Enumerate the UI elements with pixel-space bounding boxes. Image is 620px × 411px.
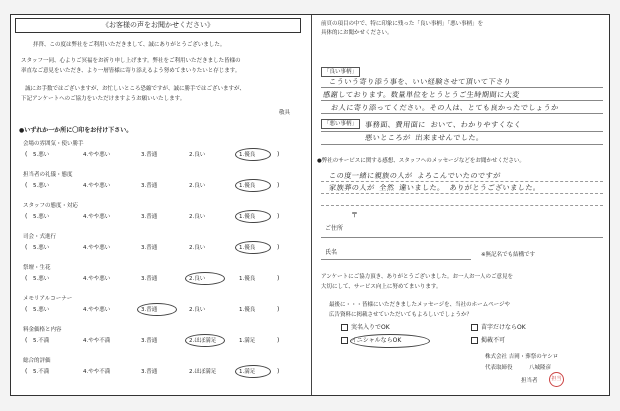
rating-option[interactable]: 1.満足 bbox=[239, 369, 256, 375]
rating-option[interactable]: 5.悪い bbox=[33, 245, 50, 251]
rating-option[interactable]: 4.やや悪い bbox=[83, 183, 111, 189]
rating-option[interactable]: 4.やや悪い bbox=[83, 245, 111, 251]
intro-line-4: 誠にお手数ではございますが、お忙しいところ恐縮ですが、誠に勝手ではございますが、 bbox=[25, 86, 246, 92]
rating-option[interactable]: 4.やや悪い bbox=[83, 307, 111, 313]
intro-line-2: スタッフ一同、心よりご冥福をお祈り申し上げます。弊社をご利用いただきました皆様の bbox=[21, 58, 241, 64]
rating-option[interactable]: 5.悪い bbox=[33, 307, 50, 313]
question-label: 料金価格と内容 bbox=[23, 327, 62, 333]
bad-rule-2 bbox=[321, 144, 603, 145]
rating-bracket-close: ) bbox=[277, 306, 280, 313]
good-text-2: 感謝しております。数量単位をとうとうご生時期間に大変 bbox=[322, 90, 521, 99]
address-rule bbox=[321, 237, 603, 238]
service-rule-3 bbox=[321, 205, 603, 206]
thanks-line-1: アンケートにご協力頂き、ありがとうございました。お一人お一人のご意見を bbox=[321, 274, 513, 280]
checkbox-no-publish[interactable] bbox=[471, 337, 478, 344]
rating-option[interactable]: 4.やや悪い bbox=[83, 214, 111, 220]
name-label: 氏名 bbox=[325, 249, 338, 256]
question-label: 司会・式進行 bbox=[23, 234, 57, 240]
rating-option[interactable]: 3.普通 bbox=[141, 183, 158, 189]
rating-option[interactable]: 1.優良 bbox=[239, 152, 256, 158]
anonymous-note: ※無記名でも結構です bbox=[481, 252, 536, 258]
intro-line-5: 下記アンケートへのご協力をいただけますようお願いいたします。 bbox=[21, 96, 186, 102]
publish-question-2: 広告資料に掲載させていただいてもよろしいでしょうか？ bbox=[329, 312, 473, 318]
rating-option[interactable]: 3.普通 bbox=[141, 307, 158, 313]
rating-option[interactable]: 4.やや不満 bbox=[83, 338, 111, 344]
option-real-name[interactable]: 実名入りでOK bbox=[341, 324, 390, 332]
good-rule-3 bbox=[321, 113, 603, 114]
good-rule-2 bbox=[321, 100, 603, 101]
rating-option[interactable]: 2.ほぼ満足 bbox=[189, 338, 217, 344]
bad-points-label: 「悪い事柄」 bbox=[321, 119, 360, 129]
bad-text-2: 悪いところが 出来ませんでした。 bbox=[364, 133, 485, 142]
survey-sheet bbox=[10, 14, 610, 396]
rating-bracket-open: ( bbox=[25, 306, 28, 313]
service-rule-2 bbox=[321, 193, 603, 194]
page-divider bbox=[311, 15, 312, 395]
rating-option[interactable]: 1.満足 bbox=[239, 338, 256, 344]
rating-bracket-close: ) bbox=[277, 151, 280, 158]
staff-stamp: 担当 bbox=[549, 372, 564, 387]
question-label: 会場の雰囲気・使い勝手 bbox=[23, 141, 84, 147]
rating-option[interactable]: 2.良い bbox=[189, 183, 206, 189]
rating-bracket-close: ) bbox=[277, 275, 280, 282]
rating-bracket-open: ( bbox=[25, 151, 28, 158]
impressions-prompt-2: 具体的にお聞かせください。 bbox=[321, 30, 393, 36]
rating-option[interactable]: 3.普通 bbox=[141, 152, 158, 158]
address-label: ご住所 bbox=[325, 225, 344, 232]
question-label: メモリアルコーナー bbox=[23, 296, 73, 302]
postal-mark: 〒 bbox=[351, 211, 358, 219]
rating-bracket-open: ( bbox=[25, 275, 28, 282]
selected-rating-circle bbox=[137, 303, 177, 316]
rating-option[interactable]: 1.優良 bbox=[239, 307, 256, 313]
rating-option[interactable]: 2.良い bbox=[189, 307, 206, 313]
good-rule-1 bbox=[321, 87, 603, 88]
good-points-label: 「良い事柄」 bbox=[321, 67, 360, 77]
question-label: スタッフの態度・対応 bbox=[23, 203, 79, 209]
rating-option[interactable]: 5.悪い bbox=[33, 276, 50, 282]
rating-bracket-open: ( bbox=[25, 337, 28, 344]
selected-rating-circle bbox=[235, 148, 271, 161]
bad-text-1: 事務面、費用面に おいて、わかりやすくなく bbox=[364, 120, 522, 129]
intro-line-3: 率直なご意見をいただき、より一層皆様に寄り添えるよう努めてまいりたいと存じます。 bbox=[21, 68, 241, 74]
good-text-3: お人に寄り添ってください。その人は、とても良かったでしょうか bbox=[330, 103, 560, 112]
rating-bracket-close: ) bbox=[277, 337, 280, 344]
rating-option[interactable]: 2.良い bbox=[189, 152, 206, 158]
impressions-prompt-1: 前頁の項目の中で、特に印象に残った「良い事柄」「悪い事柄」を bbox=[321, 21, 484, 27]
rating-option[interactable]: 1.優良 bbox=[239, 245, 256, 251]
good-text-1: こういう寄り添う事を、いい経験させて頂いて下さり bbox=[328, 77, 512, 86]
option-initials[interactable]: イニシャルならOK bbox=[341, 337, 401, 345]
rating-option[interactable]: 3.普通 bbox=[141, 276, 158, 282]
intro-line-1: 拝啓、この度は弊社をご利用いただきまして、誠にありがとうございました。 bbox=[33, 42, 226, 48]
name-rule bbox=[321, 259, 471, 260]
rating-option[interactable]: 1.優良 bbox=[239, 276, 256, 282]
checkbox-surname[interactable] bbox=[471, 324, 478, 331]
staff-label: 担当者 bbox=[521, 378, 538, 384]
selected-rating-circle bbox=[185, 334, 225, 347]
rating-option[interactable]: 1.優良 bbox=[239, 214, 256, 220]
selected-rating-circle bbox=[235, 241, 271, 254]
rating-bracket-close: ) bbox=[277, 244, 280, 251]
rating-option[interactable]: 5.不満 bbox=[33, 338, 50, 344]
rating-bracket-close: ) bbox=[277, 368, 280, 375]
rating-option[interactable]: 5.悪い bbox=[33, 214, 50, 220]
rating-bracket-close: ) bbox=[277, 213, 280, 220]
rating-option[interactable]: 5.悪い bbox=[33, 183, 50, 189]
checkbox-initials[interactable] bbox=[341, 337, 348, 344]
rating-option[interactable]: 2.良い bbox=[189, 276, 206, 282]
selected-rating-circle bbox=[235, 179, 271, 192]
rating-option[interactable]: 3.普通 bbox=[141, 338, 158, 344]
rating-bracket-open: ( bbox=[25, 182, 28, 189]
service-rule-1 bbox=[321, 181, 603, 182]
selected-rating-circle bbox=[235, 210, 271, 223]
rating-option[interactable]: 3.普通 bbox=[141, 369, 158, 375]
rating-bracket-close: ) bbox=[277, 182, 280, 189]
question-label: 総合的評価 bbox=[23, 358, 51, 364]
selected-rating-circle bbox=[235, 365, 271, 378]
rating-option[interactable]: 4.やや悪い bbox=[83, 152, 111, 158]
rating-option[interactable]: 3.普通 bbox=[141, 245, 158, 251]
option-surname[interactable]: 苗字だけならOK bbox=[471, 324, 526, 332]
rating-option[interactable]: 1.優良 bbox=[239, 183, 256, 189]
rating-bracket-open: ( bbox=[25, 368, 28, 375]
question-label: 担当者の礼儀・態度 bbox=[23, 172, 73, 178]
service-prompt: ●弊社のサービスに関する感想、スタッフへのメッセージなどをお聞かせください。 bbox=[317, 158, 525, 164]
rating-option[interactable]: 3.普通 bbox=[141, 214, 158, 220]
option-no-publish[interactable]: 掲載不可 bbox=[471, 337, 505, 345]
service-text-2: 家族葬の人が 全然 違いました。 ありがとうございました。 bbox=[328, 183, 541, 192]
survey-header: 《お客様の声をお聞かせください》 bbox=[15, 18, 301, 33]
question-label: 祭壇・生花 bbox=[23, 265, 51, 271]
rating-option[interactable]: 2.良い bbox=[189, 214, 206, 220]
rating-option[interactable]: 2.良い bbox=[189, 245, 206, 251]
publish-question-1: 最後に・・・皆様にいただきましたメッセージを、当社のホームページや bbox=[329, 302, 511, 308]
rating-bracket-open: ( bbox=[25, 244, 28, 251]
rating-bracket-open: ( bbox=[25, 213, 28, 220]
rating-option[interactable]: 4.やや悪い bbox=[83, 276, 111, 282]
representative-name: 八城隆彦 bbox=[529, 365, 552, 371]
rating-option[interactable]: 2.ほぼ満足 bbox=[189, 369, 217, 375]
representative-label: 代表取締役 bbox=[485, 365, 513, 371]
selected-option-circle bbox=[350, 334, 430, 348]
checkbox-real-name[interactable] bbox=[341, 324, 348, 331]
rating-instruction: ●いずれか一か所に〇印をお付け下さい。 bbox=[19, 127, 133, 134]
rating-option[interactable]: 5.不満 bbox=[33, 369, 50, 375]
thanks-line-2: 大切にして、サービス向上に努めてまいります。 bbox=[321, 284, 442, 290]
rating-option[interactable]: 5.悪い bbox=[33, 152, 50, 158]
bad-rule-1 bbox=[321, 131, 603, 132]
rating-option[interactable]: 4.やや不満 bbox=[83, 369, 111, 375]
selected-rating-circle bbox=[185, 272, 225, 285]
service-text-1: この度一緒に親族の人が よろこんでいたのですが bbox=[328, 171, 502, 180]
company-name: 株式会社 吉岡・葬祭のヤシロ bbox=[485, 354, 559, 360]
intro-closing: 敬具 bbox=[279, 110, 291, 116]
